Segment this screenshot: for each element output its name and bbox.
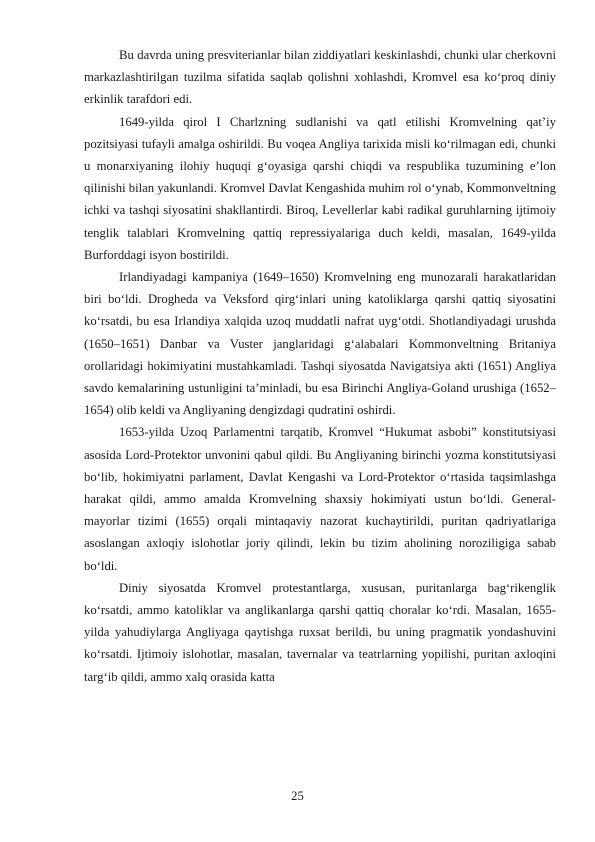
paragraph-3: Irlandiyadagi kampaniya (1649–1650) Kromvelning eng munozarali harakatlaridan biri bo‘ldi. Drogheda va Veksford qirg‘inlari uning katoliklarga qarshi qattiq siyosatini ko‘rsatdi, bu esa Irlandiya xalqida uzoq muddatli nafrat uyg‘otdi. Shotlandiyadagi urushda (1650–1651) Danbar va Vuster janglaridagi g‘alabalari Kommonveltning Britaniya orollaridagi hokimiyatini mustahkamladi. Tashqi siyosatda Navigatsiya akti (1651) Angliya savdo kemalarining ustunligini ta’minladi, bu esa Birinchi Angliya-Goland urushiga (1652–1654) olib keldi va Angliyaning dengizdagi qudratini oshirdi. xyxy=(84,270,556,418)
document-body xyxy=(84,44,556,688)
paragraph-5: Diniy siyosatda Kromvel protestantlarga, xususan, puritanlarga bag‘rikenglik ko‘rsatdi, ammo katoliklar va anglikanlarga qarshi qattiq choralar ko‘rdi. Masalan, 1655-yilda yahudiylarga Angliyaga qaytishga ruxsat berildi, bu uning pragmatik yondashuvini ko‘rsatdi. Ijtimoiy islohotlar, masalan, tavernalar va teatrlarning yopilishi, puritan axloqini targ‘ib qildi, ammo xalq orasida katta xyxy=(84,580,556,684)
paragraph-2: 1649-yilda qirol I Charlzning sudlanishi va qatl etilishi Kromvelning qat’iy pozitsiyasi tufayli amalga oshirildi. Bu voqea Angliya tarixida misli ko‘rilmagan edi, chunki u monarxiyaning ilohiy huquqi g‘oyasiga qarshi chiqdi va respublika tuzumining e’lon qilinishi bilan yakunlandi. Kromvel Davlat Kengashida muhim rol o‘ynab, Kommonveltning ichki va tashqi siyosatini shakllantirdi. Biroq, Levellerlar kabi radikal guruhlarning ijtimoiy tenglik talablari Kromvelning qattiq repressiyalariga duch keldi, masalan, 1649-yilda Burforddagi isyon bostirildi. xyxy=(84,114,556,262)
paragraph-1: Bu davrda uning presviterianlar bilan ziddiyatlari keskinlashdi, chunki ular cherkovni markazlashtirilgan tuzilma sifatida saqlab qolishni xohlashdi, Kromvel esa ko‘proq diniy erkinlik tarafdori edi. xyxy=(84,48,556,107)
paragraph-4: 1653-yilda Uzoq Parlamentni tarqatib, Kromvel “Hukumat asbobi” konstitutsiyasi asosida Lord-Protektor unvonini qabul qildi. Bu Angliyaning birinchi yozma konstitutsiyasi bo‘lib, hokimiyatni parlament, Davlat Kengashi va Lord-Protektor o‘rtasida taqsimlashga harakat qildi, ammo amalda Kromvelning shaxsiy hokimiyati ustun bo‘ldi. General-mayorlar tizimi (1655) orqali mintaqaviy nazorat kuchaytirildi, puritan qadriyatlariga asoslangan axloqiy islohotlar joriy qilindi, lekin bu tizim aholining noroziligiga sabab bo‘ldi. xyxy=(84,425,556,573)
page-number: 25 xyxy=(291,789,304,803)
